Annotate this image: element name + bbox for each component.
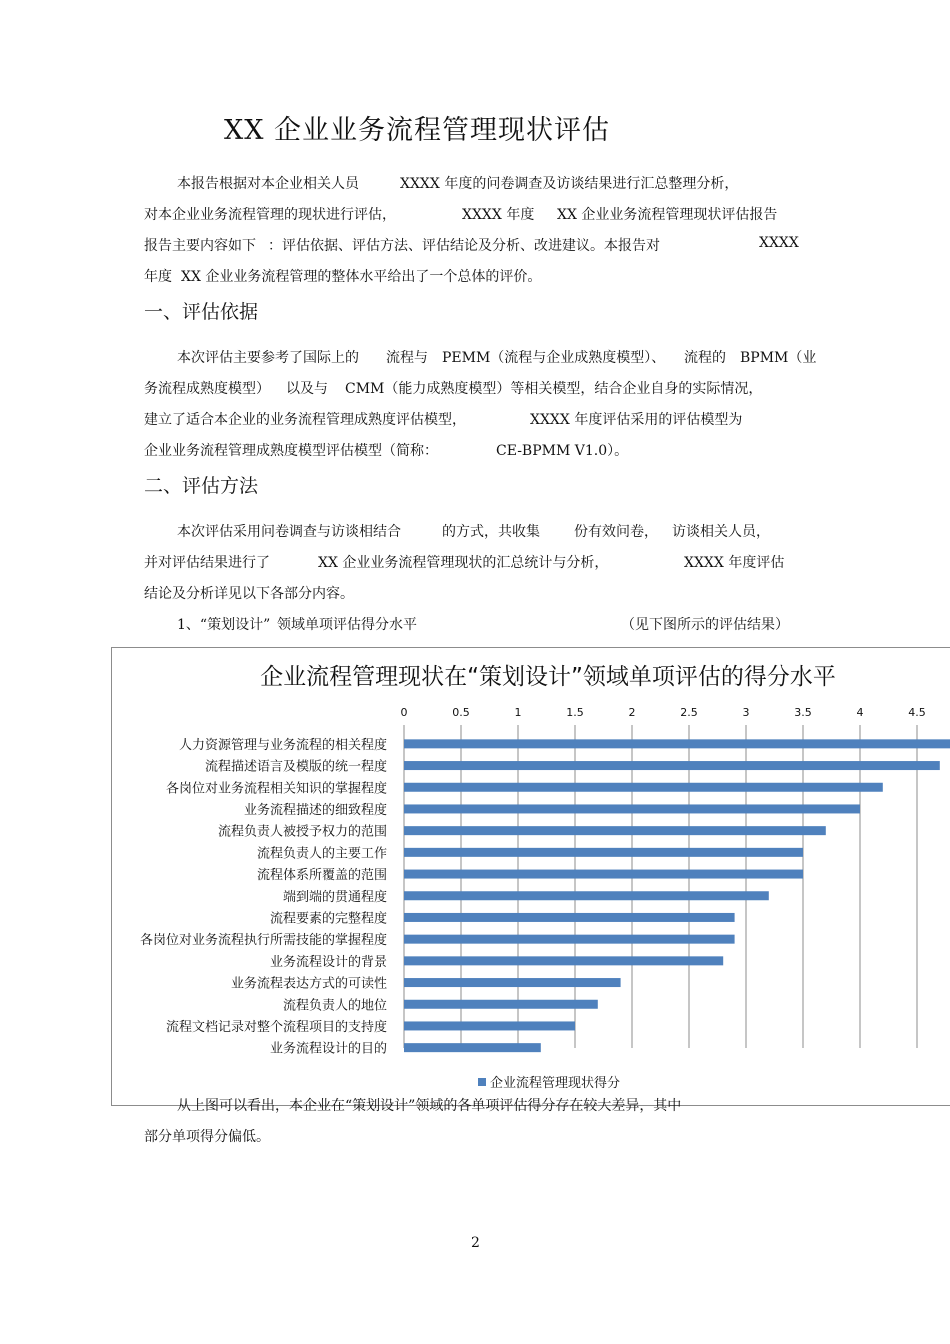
bar (404, 804, 860, 813)
s2-line-2b: XX 企业业务流程管理现状的汇总统计与分析， (318, 555, 609, 571)
intro-line-2a: 对本企业业务流程管理的现状进行评估， (144, 207, 396, 223)
s1-line-3b: XXXX 年度评估采用的评估模型为 (530, 412, 743, 428)
category-label: 业务流程设计的背景 (269, 954, 387, 970)
s2-line-1d: 访谈相关人员， (672, 524, 770, 540)
s2-line-1c: 份有效问卷， (574, 524, 658, 540)
category-label: 流程负责人被授予权力的范围 (217, 824, 387, 840)
legend-label: 企业流程管理现状得分 (490, 1076, 621, 1091)
bar (404, 978, 621, 987)
category-label: 端到端的贯通程度 (282, 889, 387, 905)
s1-line-4b: CE-BPMM V1.0）。 (496, 443, 629, 459)
bar (404, 1000, 598, 1009)
x-tick-label: 3.5 (794, 706, 812, 719)
x-tick-label: 3 (742, 706, 750, 719)
legend-swatch (478, 1078, 486, 1086)
category-label: 流程负责人的主要工作 (256, 846, 387, 862)
category-label: 流程文档记录对整个流程项目的支持度 (165, 1019, 387, 1035)
document-title: XX 企业业务流程管理现状评估 (224, 115, 611, 146)
category-label: 各岗位对业务流程执行所需技能的掌握程度 (139, 933, 387, 949)
category-label: 业务流程描述的细致程度 (243, 802, 387, 818)
bar (404, 891, 769, 900)
intro-line-3b: ：评估依据、评估方法、评估结论及分析、改进建议。本报告对 (268, 238, 660, 254)
intro-line-1a: 本报告根据对本企业相关人员 (177, 176, 359, 192)
x-tick-label: 1 (514, 706, 522, 719)
s2-line-4c: （见下图所示的评估结果） (621, 617, 789, 633)
category-label: 流程体系所覆盖的范围 (256, 868, 387, 884)
s2-line-1a: 本次评估采用问卷调查与访谈相结合 (177, 524, 401, 540)
bar (404, 1043, 541, 1052)
s2-line-4a: 1、“策划设计” (177, 617, 271, 633)
bar (404, 848, 803, 857)
after-line-2: 部分单项得分偏低。 (144, 1129, 270, 1145)
intro-line-2c: XX 企业业务流程管理现状评估报告 (557, 207, 778, 223)
bar (404, 956, 723, 965)
x-tick-label: 0.5 (452, 706, 470, 719)
s1-line-3a: 建立了适合本企业的业务流程管理成熟度评估模型， (144, 412, 466, 428)
s1-line-1a: 本次评估主要参考了国际上的 (177, 350, 359, 366)
intro-line-3c: XXXX (759, 235, 799, 251)
s1-line-1b: 流程与 (386, 350, 428, 366)
s2-line-1b: 的方式，共收集 (442, 524, 540, 540)
s1-line-2a: 务流程成熟度模型） (144, 381, 270, 397)
s2-line-4b: 领域单项评估得分水平 (277, 617, 417, 633)
bar (404, 1021, 575, 1030)
category-label: 各岗位对业务流程相关知识的掌握程度 (165, 781, 387, 797)
intro-line-1b: XXXX 年度的问卷调查及访谈结果进行汇总整理分析， (400, 176, 739, 192)
s1-line-1d: 流程的 (684, 350, 726, 366)
x-tick-label: 0 (400, 706, 408, 719)
category-label: 业务流程表达方式的可读性 (230, 976, 387, 992)
bar (404, 761, 940, 770)
s1-line-2c: CMM（能力成熟度模型）等相关模型，结合企业自身的实际情况， (345, 381, 763, 397)
intro-line-4a: 年度 (144, 269, 172, 285)
s2-line-3a: 结论及分析详见以下各部分内容。 (144, 586, 354, 602)
page-number: 2 (471, 1235, 480, 1251)
bar (404, 935, 735, 944)
x-tick-label: 1.5 (566, 706, 584, 719)
x-tick-label: 2.5 (680, 706, 698, 719)
intro-line-3a: 报告主要内容如下 (144, 238, 256, 254)
s1-line-1e: BPMM（业 (740, 350, 817, 366)
bar (404, 783, 883, 792)
s1-line-1c: PEMM（流程与企业成熟度模型）、 (442, 350, 666, 366)
category-label: 业务流程设计的目的 (269, 1041, 387, 1057)
s2-line-2a: 并对评估结果进行了 (144, 555, 270, 571)
bar (404, 826, 826, 835)
x-tick-label: 4 (856, 706, 864, 719)
x-tick-label: 4.5 (908, 706, 926, 719)
category-label: 流程负责人的地位 (282, 998, 387, 1014)
s2-line-2c: XXXX 年度评估 (684, 555, 785, 571)
bar-chart (111, 647, 950, 1106)
s1-line-2b: 以及与 (286, 381, 328, 397)
s1-line-4a: 企业业务流程管理成熟度模型评估模型（简称： (144, 443, 438, 459)
bar (404, 913, 735, 922)
after-line-1: 从上图可以看出，本企业在“策划设计”领域的各单项评估得分存在较大差异，其中 (177, 1098, 682, 1114)
bar (404, 870, 803, 879)
x-tick-label: 2 (628, 706, 636, 719)
intro-line-4b: XX 企业业务流程管理的整体水平给出了一个总体的评价。 (181, 269, 542, 285)
section-heading-2: 二、评估方法 (144, 475, 259, 497)
category-label: 人力资源管理与业务流程的相关程度 (178, 737, 387, 753)
bar (404, 739, 950, 748)
section-heading-1: 一、评估依据 (144, 301, 259, 323)
chart-svg (112, 648, 950, 1105)
category-label: 流程描述语言及模版的统一程度 (204, 759, 387, 775)
chart-title: 企业流程管理现状在“策划设计”领域单项评估的得分水平 (260, 664, 836, 690)
intro-line-2b: XXXX 年度 (462, 207, 535, 223)
category-label: 流程要素的完整程度 (269, 911, 387, 927)
chart-legend (478, 1075, 620, 1091)
